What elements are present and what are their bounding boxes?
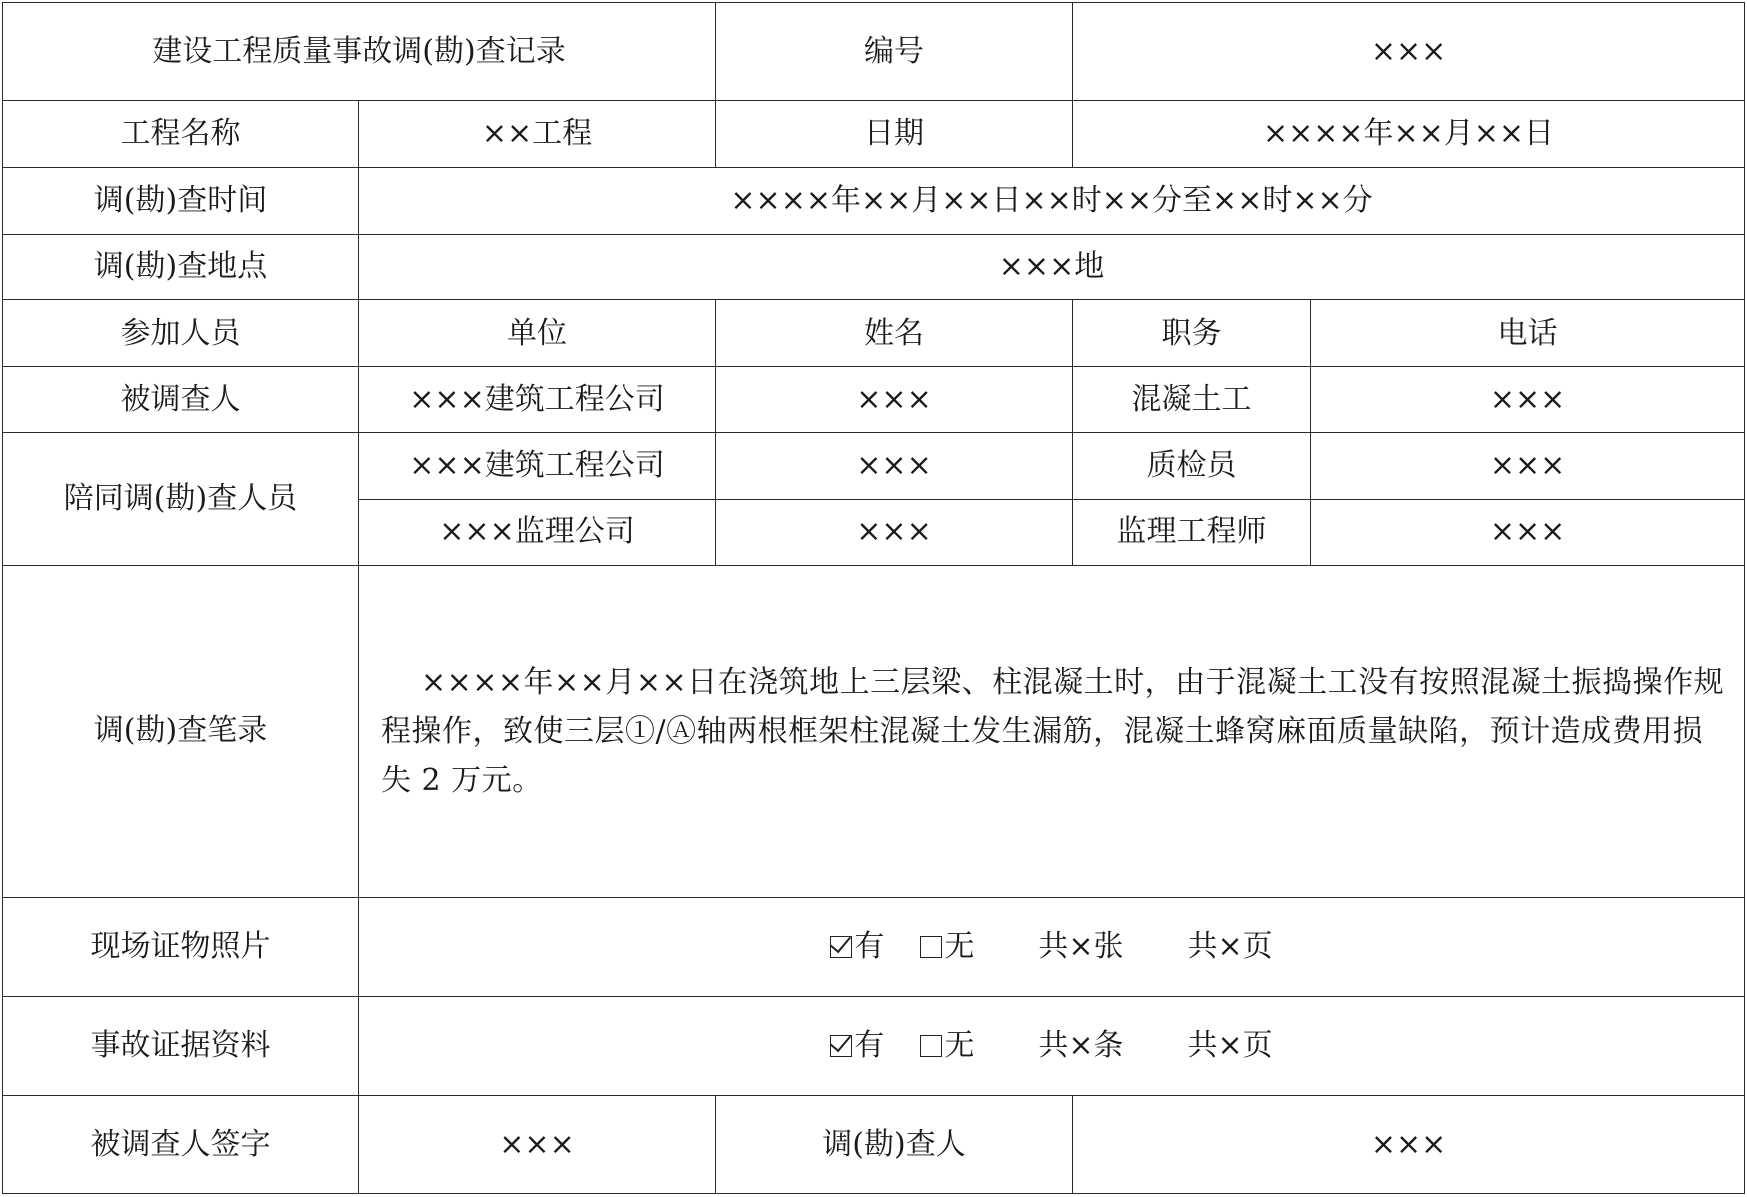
column-header-phone: 电话: [1311, 300, 1745, 367]
investigated-person-position: 混凝土工: [1073, 367, 1311, 433]
notes-text: ××××年××月××日在浇筑地上三层梁、柱混凝土时，由于混凝土工没有按照混凝土振捣操作规程操作，致使三层①/Ⓐ轴两根框架柱混凝土发生漏筋，混凝土蜂窝麻面质量缺陷，预计造成费用损失 2 万元。: [381, 664, 1725, 798]
unchecked-checkbox-icon[interactable]: [920, 1035, 942, 1057]
investigation-time-value: ××××年××月××日××时××分至××时××分: [359, 167, 1745, 234]
checked-checkbox-icon[interactable]: [830, 1035, 852, 1057]
accompanying-phone: ×××: [1311, 499, 1745, 565]
photos-pages: 共×页: [1187, 928, 1273, 964]
accompanying-name: ×××: [716, 499, 1073, 565]
investigation-place-label: 调(勘)查地点: [3, 234, 359, 300]
form-title: 建设工程质量事故调(勘)查记录: [3, 3, 716, 101]
column-header-unit: 单位: [359, 300, 716, 367]
evidence-options: [359, 996, 1745, 1095]
accompanying-name: ×××: [716, 433, 1073, 500]
notes-cell: [359, 565, 1745, 897]
evidence-no-option[interactable]: [920, 1027, 974, 1065]
checked-checkbox-icon[interactable]: [830, 936, 852, 958]
column-header-name: 姓名: [716, 300, 1073, 367]
investigation-record-form: [2, 2, 1745, 1194]
investigated-person-name: ×××: [716, 367, 1073, 433]
accompanying-position: 监理工程师: [1073, 499, 1311, 565]
investigated-sign-value: ×××: [359, 1095, 716, 1193]
photos-yes-option[interactable]: [830, 928, 884, 966]
investigated-sign-label: 被调查人签字: [3, 1095, 359, 1193]
investigator-value: ×××: [1073, 1095, 1745, 1193]
photos-no-option[interactable]: [920, 928, 974, 966]
evidence-pages: 共×页: [1187, 1028, 1273, 1064]
accompanying-position: 质检员: [1073, 433, 1311, 500]
evidence-yes-option[interactable]: [830, 1027, 884, 1065]
notes-label: 调(勘)查笔录: [3, 565, 359, 897]
investigated-person-unit: ×××建筑工程公司: [359, 367, 716, 433]
photos-count: 共×张: [1038, 928, 1124, 964]
photos-label: 现场证物照片: [3, 897, 359, 996]
investigator-label: 调(勘)查人: [716, 1095, 1073, 1193]
accompanying-label: 陪同调(勘)查人员: [3, 433, 359, 566]
evidence-count: 共×条: [1038, 1028, 1124, 1064]
column-header-position: 职务: [1073, 300, 1311, 367]
unchecked-checkbox-icon[interactable]: [920, 936, 942, 958]
photos-no-label: 无: [944, 928, 975, 964]
investigation-place-value: ×××地: [359, 234, 1745, 300]
evidence-yes-label: 有: [854, 1028, 885, 1064]
accompanying-unit: ×××建筑工程公司: [359, 433, 716, 500]
evidence-no-label: 无: [944, 1028, 975, 1064]
photos-options: [359, 897, 1745, 996]
participants-label: 参加人员: [3, 300, 359, 367]
number-label: 编号: [716, 3, 1073, 101]
date-value: ××××年××月××日: [1073, 101, 1745, 168]
photos-yes-label: 有: [854, 928, 885, 964]
evidence-label: 事故证据资料: [3, 996, 359, 1095]
investigated-person-label: 被调查人: [3, 367, 359, 433]
accompanying-unit: ×××监理公司: [359, 499, 716, 565]
investigation-time-label: 调(勘)查时间: [3, 167, 359, 234]
project-name-label: 工程名称: [3, 101, 359, 168]
date-label: 日期: [716, 101, 1073, 168]
accompanying-phone: ×××: [1311, 433, 1745, 500]
project-name-value: ××工程: [359, 101, 716, 168]
investigated-person-phone: ×××: [1311, 367, 1745, 433]
number-value: ×××: [1073, 3, 1745, 101]
